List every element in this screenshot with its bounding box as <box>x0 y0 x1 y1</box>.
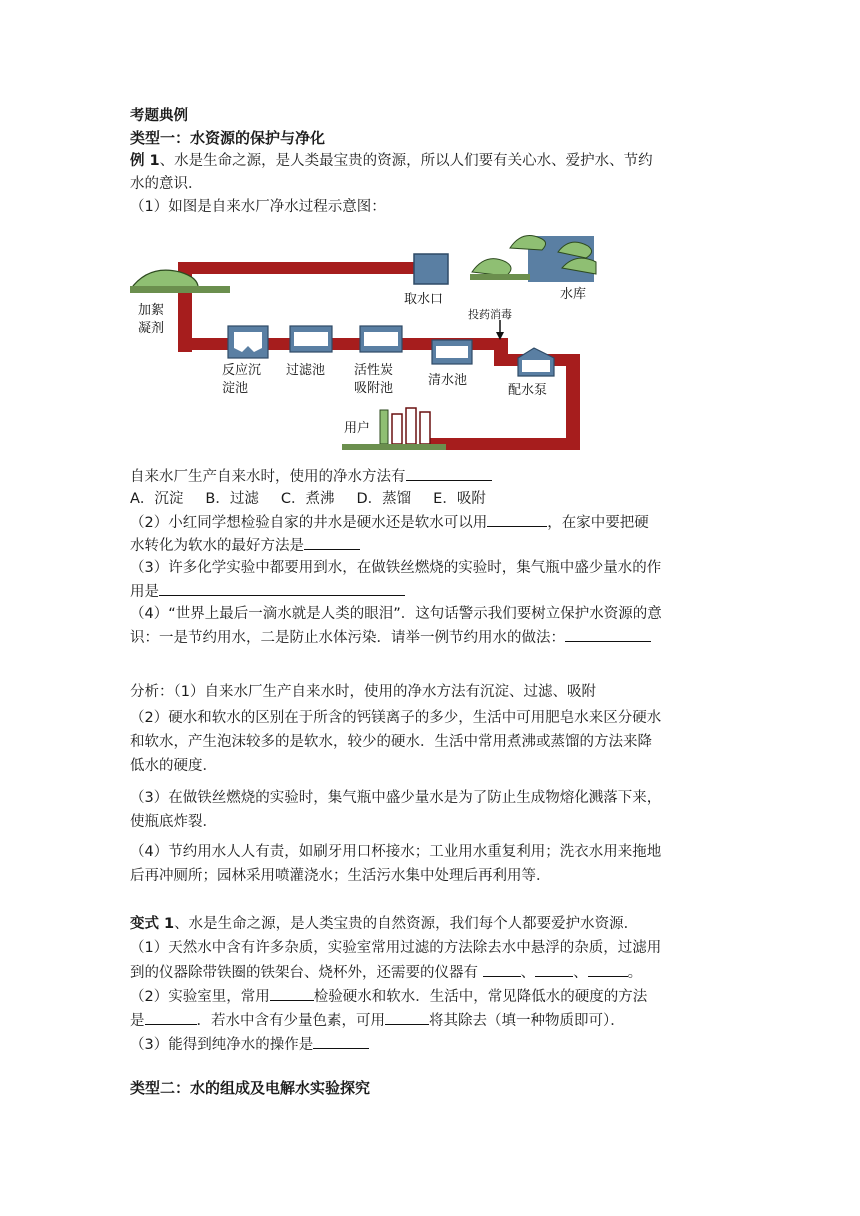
q4-line1: （4）“世界上最后一滴水就是人类的眼泪”．这句话警示我们要树立保护水资源的意 <box>130 606 662 622</box>
answer-blank <box>588 962 628 977</box>
answer-blank <box>487 512 547 527</box>
answer-blank <box>385 1010 429 1025</box>
option-a: A．沉淀 <box>130 491 184 507</box>
v1-q3-text: （3）能得到纯净水的操作是 <box>130 1037 314 1053</box>
option-c: C．煮沸 <box>280 491 335 507</box>
variant1-q1-line1: （1）天然水中含有许多杂质，实验室常用过滤的方法除去水中悬浮的杂质，过滤用 <box>130 940 662 956</box>
label-carbon2: 吸附池 <box>354 381 394 396</box>
water-treatment-diagram <box>130 228 600 460</box>
analysis-line4: 低水的硬度． <box>130 758 217 774</box>
example1-line1 <box>130 151 653 171</box>
example1-label: 例 1 <box>130 153 160 169</box>
analysis-line1: 分析：（1）自来水厂生产自来水时，使用的净水方法有沉淀、过滤、吸附 <box>130 684 596 700</box>
q4-line2 <box>130 627 651 648</box>
analysis-line2: （2）硬水和软水的区别在于所含的钙镁离子的多少，生活中可用肥皂水来区分硬水 <box>130 710 662 726</box>
answer-blank <box>565 627 651 642</box>
variant1-q2-line2 <box>130 1010 625 1031</box>
v1-q2-text3: ．若水中含有少量色素，可用 <box>196 1013 385 1029</box>
analysis-line6: 使瓶底炸裂． <box>130 814 217 830</box>
label-clear: 清水池 <box>428 373 468 388</box>
answer-blank <box>313 1034 369 1049</box>
separator: 、 <box>573 965 588 981</box>
label-pump: 配水泵 <box>508 383 548 398</box>
variant1-q2-line1 <box>130 986 647 1007</box>
label-settle1: 反应沉 <box>222 363 262 378</box>
label-disinfect: 投药消毒 <box>468 308 512 321</box>
example1-text: 、水是生命之源，是人类最宝贵的资源，所以人们要有关心水、爱护水、节约 <box>159 153 653 169</box>
q2-text: （2）小红同学想检验自家的井水是硬水还是软水可以用 <box>130 515 488 531</box>
analysis-line3: 和软水，产生泡沫较多的是软水，较少的硬水．生活中常用煮沸或蒸馏的方法来降 <box>130 734 652 750</box>
variant1-q1-line2 <box>130 962 642 983</box>
q2-text2: 水转化为软水的最好方法是 <box>130 538 304 554</box>
type2-heading: 类型二：水的组成及电解水实验探究 <box>130 1079 371 1097</box>
variant1-text: 、水是生命之源，是人类宝贵的自然资源，我们每个人都要爱护水资源． <box>174 916 639 932</box>
reservoir <box>470 236 596 282</box>
answer-blank <box>483 962 521 977</box>
v1-q2-text4: 将其除去（填一种物质即可）． <box>429 1013 625 1029</box>
q1-options <box>130 489 508 509</box>
label-reservoir: 水库 <box>560 287 587 302</box>
period: 。 <box>627 965 643 981</box>
v1-q2-text-cont: 检验硬水和软水．生活中，常见降低水的硬度的方法 <box>313 989 648 1005</box>
answer-blank <box>145 1010 197 1025</box>
answer-blank <box>535 962 573 977</box>
answer-blank <box>406 466 492 481</box>
variant1-q3 <box>130 1034 369 1055</box>
variant1-label: 变式 1 <box>130 916 175 932</box>
v1-q2-text2: 是 <box>130 1013 145 1029</box>
label-users: 用户 <box>344 421 371 436</box>
analysis-line7: （4）节约用水人人有责，如刷牙用口杯接水；工业用水重复利用；洗衣水用来拖地 <box>130 844 662 860</box>
answer-blank <box>270 986 314 1001</box>
option-d: D．蒸馏 <box>356 491 412 507</box>
option-b: B．过滤 <box>205 491 259 507</box>
q1-text: 自来水厂生产自来水时，使用的净水方法有 <box>130 469 406 485</box>
label-filter: 过滤池 <box>286 363 326 378</box>
q1-line <box>130 466 492 487</box>
variant1-line1 <box>130 914 638 934</box>
q4-text: 识：一是节约用水，二是防止水体污染．请举一例节约用水的做法： <box>130 630 565 646</box>
label-settle2: 淀池 <box>222 381 249 396</box>
answer-blank <box>159 581 405 596</box>
q3-line1: （3）许多化学实验中都要用到水，在做铁丝燃烧的实验时，集气瓶中盛少量水的作 <box>130 560 662 576</box>
label-intake: 取水口 <box>404 292 444 307</box>
section-heading: 考题典例 <box>130 108 188 124</box>
option-e: E．吸附 <box>433 491 486 507</box>
label-carbon1: 活性炭 <box>354 363 394 378</box>
q2-text-cont: ，在家中要把硬 <box>547 515 649 531</box>
q3-line2 <box>130 581 405 602</box>
label-coag2: 凝剂 <box>138 321 165 336</box>
analysis-line8: 后再冲厕所；园林采用喷灌浇水；生活污水集中处理后再利用等． <box>130 868 551 884</box>
answer-blank <box>304 535 360 550</box>
separator: 、 <box>520 965 536 981</box>
analysis-line5: （3）在做铁丝燃烧的实验时，集气瓶中盛少量水是为了防止生成物熔化溅落下来， <box>130 790 662 806</box>
type1-heading: 类型一：水资源的保护与净化 <box>130 129 326 147</box>
q3-text: 用是 <box>130 584 159 600</box>
q2-line1 <box>130 512 649 533</box>
label-coag1: 加絮 <box>138 303 165 318</box>
v1-q2-text: （2）实验室里，常用 <box>130 989 270 1005</box>
example1-line2: 水的意识． <box>130 176 203 192</box>
v1-q1-text: 到的仪器除带铁圈的铁架台、烧杯外，还需要的仪器有 <box>130 965 478 981</box>
q1-intro: （1）如图是自来水厂净水过程示意图： <box>130 199 386 215</box>
intake-tank <box>414 254 448 284</box>
q2-line2 <box>130 535 360 556</box>
